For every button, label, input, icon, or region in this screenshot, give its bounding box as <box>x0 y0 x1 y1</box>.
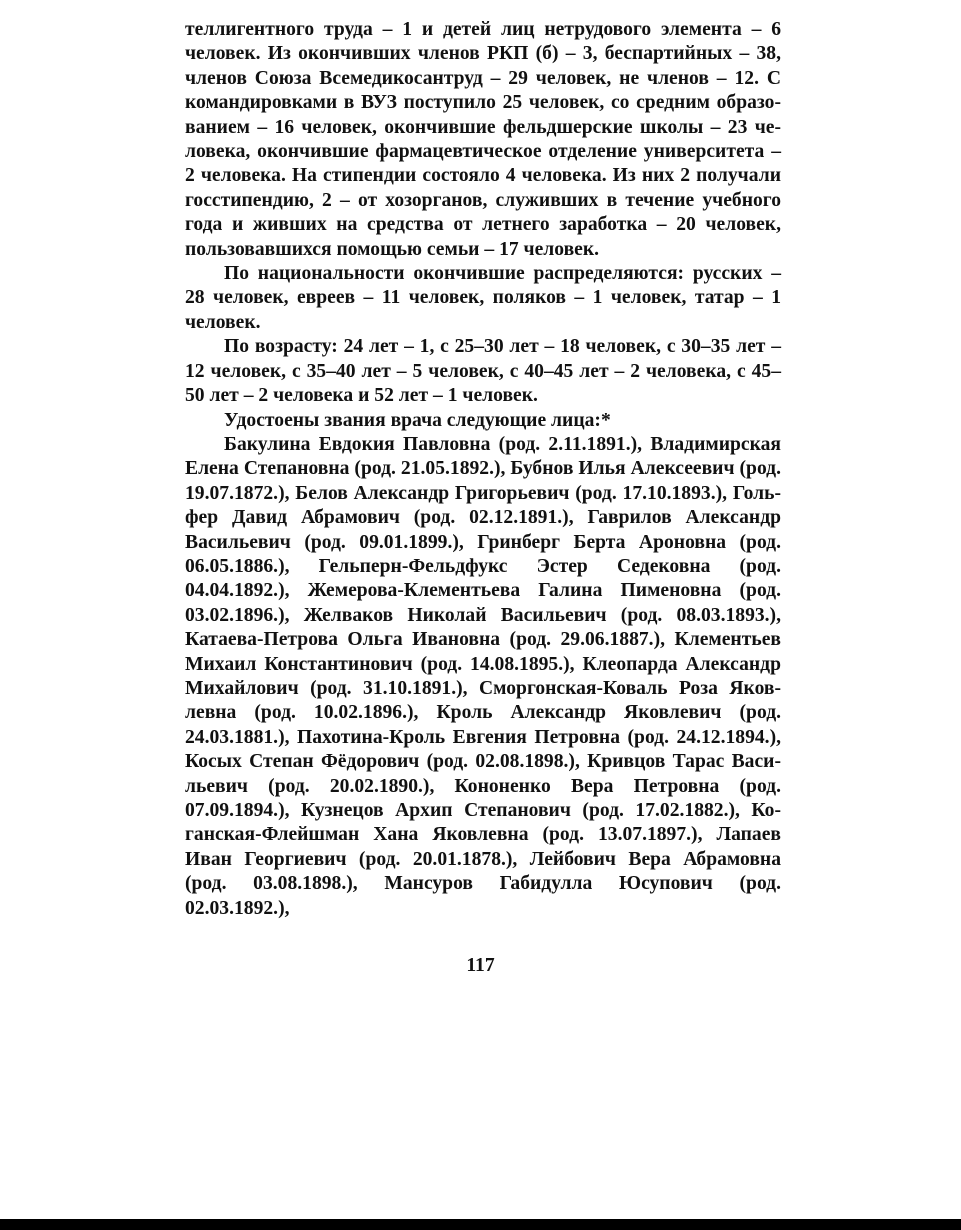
paragraph-names-list: Бакулина Евдокия Павловна (род. 2.11.1891.), Владимирская Елена Степановна (род. 21.05.1892.), Бубнов Илья Алексеевич (род. 19.07.1872.), Белов Александр Григорьевич (род. 17.10.1893.), Гольфер Давид Абрамович (род. 02.12.1891.), Гаврилов Александр Васильевич (род. 09.01.1899.), Гринберг Берта Ароновна (род. 06.05.1886.), Гельперн-Фельдфукс Эстер Седековна (род. 04.04.1892.), Жемерова-Клементьева Галина Пименовна (род. 03.02.1896.), Желваков Николай Васильевич (род. 08.03.1893.), Катаева-Петрова Ольга Ивановна (род. 29.06.1887.), Клементьев Михаил Константинович (род. 14.08.1895.), Клеопарда Александр Михайлович (род. 31.10.1891.), Сморгонская-Коваль Роза Яковлевна (род. 10.02.1896.), Кроль Александр Яковлевич (род. 24.03.1881.), Пахотина-Кроль Евгения Петровна (род. 24.12.1894.), Косых Степан Фёдорович (род. 02.08.1898.), Кривцов Тарас Васильевич (род. 20.02.1890.), Кононенко Вера Петровна (род. 07.09.1894.), Кузнецов Архип Степанович (род. 17.02.1882.), Коганская-Флейшман Хана Яковлевна (род. 13.07.1897.), Лапаев Иван Георгиевич (род. 20.01.1878.), Лейбович Вера Абрамовна (род. 03.08.1898.), Мансуров Габидулла Юсупович (род. 02.03.1892.), <box>185 433 781 919</box>
scan-border-bottom <box>0 1219 961 1230</box>
page-number: 117 <box>466 955 495 976</box>
paragraph-age: По возрасту: 24 лет – 1, с 25–30 лет – 18 человек, с 30–35 лет – 12 человек, с 35–40 лет – 5 человек, с 40–45 лет – 2 человека, с 45–50 лет – 2 человека и 52 лет – 1 человек. <box>185 336 781 407</box>
paragraph-continuation: теллигентного труда – 1 и детей лиц нетрудового элемента – 6 человек. Из окончивших членов РКП (б) – 3, беспартийных – 38, членов Союза Всемедикосантруд – 29 человек, не членов – 12. С командировками в ВУЗ поступило 25 человек, со средним образованием – 16 человек, окончившие фельдшерские школы – 23 человека, окончившие фармацевтическое отделение университета – 2 человека. На стипендии состояло 4 человека. Из них 2 получали госстипендию, 2 – от хозорганов, служивших в течение учебного года и живших на средства от летнего заработка – 20 человек, пользовавшихся помощью семьи – 17 человек. <box>185 19 781 260</box>
paragraph-nationality: По национальности окончившие распределяются: русских – 28 человек, евреев – 11 человек, поляков – 1 человек, татар – 1 человек. <box>185 263 781 333</box>
paragraph-awarded-heading: Удостоены звания врача следующие лица:* <box>224 409 611 431</box>
body-text <box>185 18 781 921</box>
